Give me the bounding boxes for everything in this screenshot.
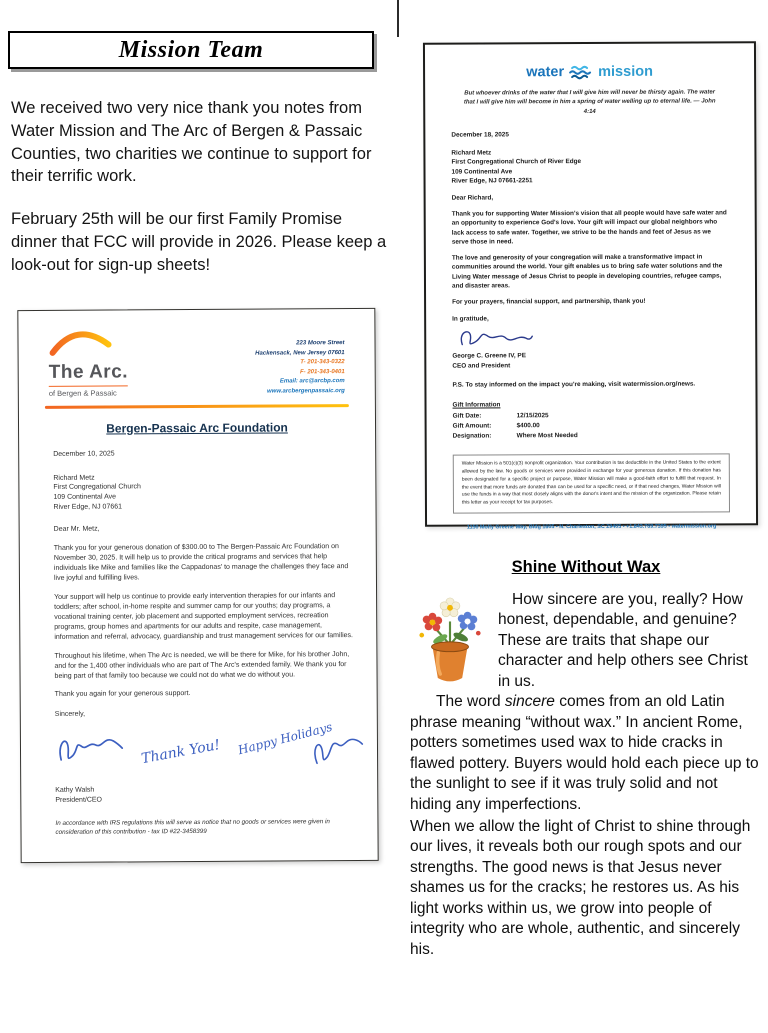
gift-date-label: Gift Date: [452,412,482,420]
arc-foundation-title: Bergen-Passaic Arc Foundation [106,420,288,436]
page-title: Mission Team [118,36,264,63]
arc-contact-block [255,339,345,397]
article-paragraph-1: How sincere are you, really? How honest, dependable, and genuine? These are traits that shape our character and help others see Christ in us. [498,591,748,690]
arc-recipient-block [53,472,353,514]
arc-email: Email: arc@arcbp.com [279,378,345,385]
handwritten-happy-holidays: Happy Holidays [236,720,334,758]
water-signer-name: George C. Greene IV, PE [452,352,526,360]
gift-amount-value: $400.00 [516,422,540,430]
water-mission-wordmark-mission: mission [598,63,653,80]
water-signer-title: CEO and President [452,361,511,370]
arc-street: 223 Moore Street [296,340,345,347]
arc-website: www.arcbergenpassaic.org [266,388,345,395]
gift-info-row [453,431,730,442]
water-mission-letter [423,41,758,531]
water-body-paragraph: The love and generosity of your congregation will make a transformative impact in communities around the world. Your gift enables us to bring safe water solutions and the Living Water message of Jesus Christ to people in developing countries, refugee camps, and disaster areas. [451,253,723,290]
water-salutation: Dear Richard, [451,194,494,202]
water-recipient-block [451,148,728,186]
water-body-paragraph: For your prayers, financial support, and partnership, thank you! [452,297,646,306]
kathy-signature-scribble [53,726,127,770]
arc-phone: T- 201-343-0322 [300,359,345,366]
arc-body-paragraph: Thank you for your generous donation of $300.00 to The Bergen-Passaic Arc Foundation on November 30, 2025. It will help us to provide the critical programs and services that help individuals like Mike and families like the Cappadonas' to manage the challenges they face and live joyful and fulfilling lives. [53,543,349,582]
mission-team-header-box [8,31,374,69]
tax-receipt-fine-print: Water Mission is a 501(c)(3) nonprofit organization. Your contribution is tax deductible in the United States to the extent allowed by the law. No goods or services were provided in exchange for your generous donation. If this donation has been designated for a specific project or purpose, Water Mission will make a good-faith effort to fulfill that request. In the event that more funds are donated than can be used for a specific need, or if that need changes, Water Mission will use the funds in a way that most closely aligns with the donor's intent and the mission of the organization. Please retain this letter as your receipt for tax purposes. [453,453,730,513]
arc-recipient-street: 109 Continental Ave [53,493,117,502]
water-waves-icon [569,64,593,80]
arc-thank-you-letter [17,308,378,863]
article-paragraph-3: When we allow the light of Christ to shine through our lives, it reveals both our rough spots and our strengths. The good news is that Jesus never shames us for the cracks; he restores us. As his light works within us, we grow into people of integrity who are whole, authentic, and sincerely his. [410,817,751,958]
water-body-paragraph: Thank you for supporting Water Mission's vision that all people would have safe water and an opportunity to experience God's love. Your gift will impact our global neighbors who lack access to safe water. Together, we strive to be the hands and feet of Jesus as we serve those in need. [451,209,727,246]
article-p2-rest: comes from an old Latin phrase meaning “without wax.” In ancient Rome, potters sometimes used wax to hide cracks in flawed pottery. Buyers would hold each piece up to the sunlight to see if it was truly solid and not hiding any imperfections. [410,693,759,813]
article-p2-italic-word: sincere [504,693,555,711]
water-letter-body [451,129,730,532]
handwritten-thank-you: Thank You! [140,737,222,768]
arc-body-paragraph: Thank you again for your generous support. [54,690,191,699]
water-closing: In gratitude, [452,315,489,323]
george-greene-signature-scribble [456,327,534,351]
arc-fax: F- 201-343-0401 [299,368,345,376]
gift-date-value: 12/15/2025 [516,412,549,420]
gift-information-heading: Gift Information [452,401,501,409]
intro-paragraph-2: February 25th will be our first Family Promise dinner that FCC will provide in 2026. Please keep a look-out for sign-up sheets! [11,210,387,274]
water-letter-date: December 18, 2025 [451,131,509,139]
arc-signer-name: Kathy Walsh [55,786,95,795]
water-recipient-street: 109 Continental Ave [451,167,513,176]
arc-swoosh-icon [48,331,112,355]
arc-recipient-city: River Edge, NJ 07661 [53,503,123,512]
arc-signature-area [55,722,355,786]
arc-orange-divider [45,404,349,409]
arc-letter-date: December 10, 2025 [53,450,115,458]
water-recipient-org: First Congregational Church of River Edge [451,158,582,166]
article-text [410,590,762,960]
article-paragraph-2 [410,692,762,815]
water-mission-address-footer: 1150 Molly Greene Way, Bldg 1605 • N. Charleston, SC 29405 • +1.843.769.7395 • watermission.org [466,523,717,531]
gift-designation-value: Where Most Needed [516,432,578,440]
shine-without-wax-article [410,558,762,960]
intro-paragraph-1: We received two very nice thank you notes from Water Mission and The Arc of Bergen & Passaic Counties, two charities we continue to support for their terrific work. [11,99,372,186]
arc-recipient-org: First Congregational Church [53,483,141,492]
article-p2-lead: The word [436,693,505,711]
arc-logo [48,330,128,397]
gift-information-section [453,399,730,441]
water-mission-logo [451,63,728,80]
arc-body-paragraph: Your support will help us continue to provide early intervention therapies for our infants and toddlers; after school, in-home respite and summer camp for our youths; day programs, a vocational training center, job placement and supported employment services, recreation programs, group homes and apartments for our adults and respite, case management, information and referral, advocacy, guardianship and trust management services for our families. [54,592,354,641]
arc-recipient-name: Richard Metz [53,474,95,482]
arc-logo-subtext: of Bergen & Passaic [49,385,128,397]
water-mission-wordmark-water: water [526,64,565,81]
arc-closing: Sincerely, [54,711,86,719]
scripture-quote: But whoever drinks of the water that I will give him will never be thirsty again. The water that I will give him will become in him a spring of water welling up to eternal life. — John 4:14 [463,89,716,115]
intro-text-block [11,97,388,276]
arc-body-paragraph: Throughout his lifetime, when The Arc is needed, we will be there for Mike, for his brother John, and for the 1,400 other individuals who are part of The Arc's extended family. We thank you for being part of that family too because we could not do what we do without you. [54,650,350,680]
water-recipient-name: Richard Metz [451,149,492,157]
water-recipient-city: River Edge, NJ 07661-2251 [451,177,533,185]
arc-logo-wordmark: The Arc. [48,361,129,383]
column-divider-mark [397,0,399,37]
arc-city: Hackensack, New Jersey 07601 [255,349,345,357]
arc-salutation: Dear Mr. Metz, [53,525,100,534]
arc-letterhead [44,329,348,398]
arc-irs-footer: In accordance with IRS regulations this will serve as notice that no goods or services were given in consideration of this contribution - tax ID #22-3458399 [55,818,330,836]
article-title: Shine Without Wax [511,558,661,576]
arc-letter-body [53,448,355,838]
water-ps-line: P.S. To stay informed on the impact you're making, visit watermission.org/news. [452,380,696,389]
flower-pot-image [412,592,488,686]
arc-signer-title: President/CEO [55,796,103,805]
gift-designation-label: Designation: [452,432,492,440]
gift-amount-label: Gift Amount: [452,422,492,430]
